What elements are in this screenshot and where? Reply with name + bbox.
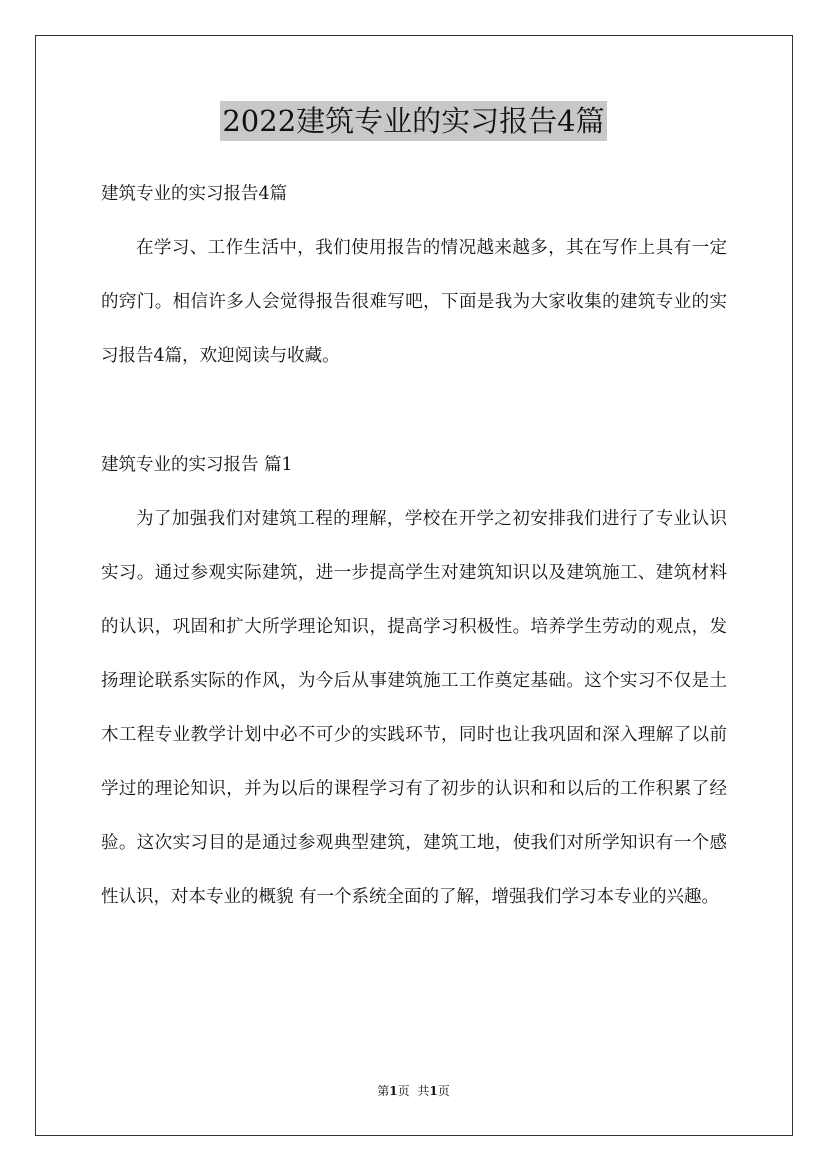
section-heading: 建筑专业的实习报告 篇1 bbox=[101, 455, 293, 475]
document-title: 2022建筑专业的实习报告4篇 bbox=[220, 101, 606, 141]
footer-total-number: 1 bbox=[429, 1084, 438, 1098]
intro-paragraph: 在学习、工作生活中，我们使用报告的情况越来越多，其在写作上具有一定的窍门。相信许多人会觉得报告很难写吧，下面是我为大家收集的建筑专业的实习报告4篇，欢迎阅读与收藏。 bbox=[101, 238, 727, 366]
footer-page-number: 1 bbox=[389, 1084, 398, 1098]
footer-total-prefix: 共 bbox=[417, 1084, 430, 1098]
footer-page-suffix: 页 bbox=[397, 1084, 410, 1098]
footer-page-prefix: 第 bbox=[377, 1084, 390, 1098]
document-subtitle: 建筑专业的实习报告4篇 bbox=[101, 184, 288, 204]
footer-total-suffix: 页 bbox=[437, 1084, 450, 1098]
title-container bbox=[0, 101, 827, 141]
section-paragraph: 为了加强我们对建筑工程的理解，学校在开学之初安排我们进行了专业认识实习。通过参观实际建筑，进一步提高学生对建筑知识以及建筑施工、建筑材料的认识，巩固和扩大所学理论知识，提高学习积极性。培养学生劳动的观点，发扬理论联系实际的作风，为今后从事建筑施工工作奠定基础。这个实习不仅是土木工程专业教学计划中必不可少的实践环节，同时也让我巩固和深入理解了以前学过的理论知识，并为以后的课程学习有了初步的认识和和以后的工作积累了经验。这次实习目的是通过参观典型建筑，建筑工地，使我们对所学知识有一个感性认识，对本专业的概貌 有一个系统全面的了解，增强我们学习本专业的兴趣。 bbox=[101, 509, 727, 907]
page-footer bbox=[0, 1082, 827, 1100]
